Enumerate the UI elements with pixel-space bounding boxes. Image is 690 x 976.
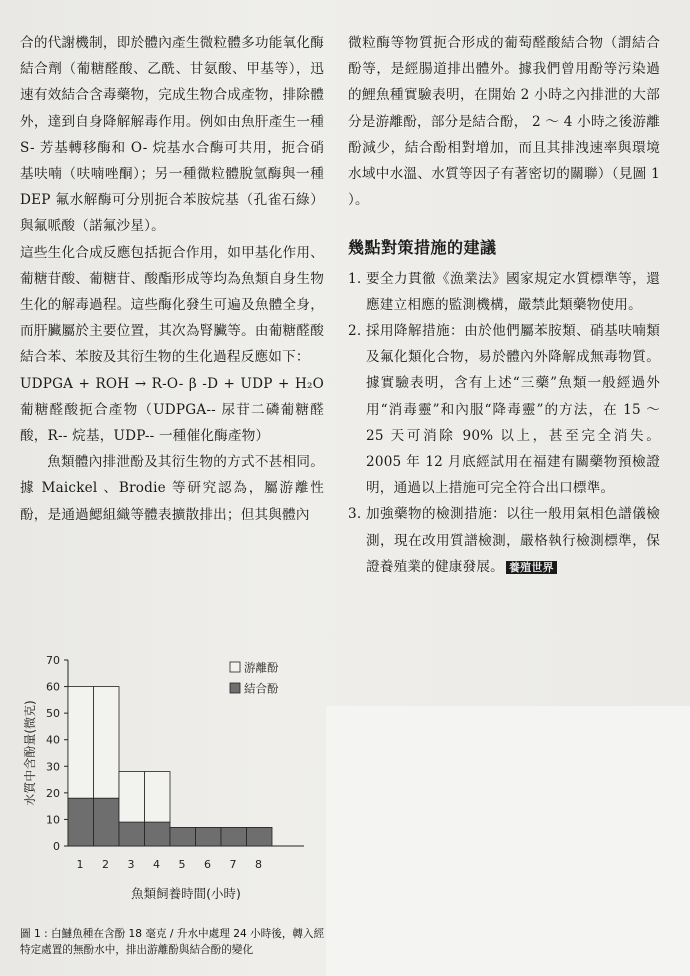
list-number: 3.: [348, 506, 362, 523]
list-text: 採用降解措施：由於他們屬苯胺類、硝基呋喃類及氟化類化合物，易於體內外降解成無毒物質。據實驗表明，含有上述“三藥”魚類一般經過外用“消毒靈”和內服“降毒靈”的方法，在 15 ～ 25 天可消除 90% 以上，甚至完全消失。 2005 年 12 月底經試用在福建有關藥物預檢證明，通過以上措施可完全符合出口標準。: [366, 323, 660, 497]
y-tick-label: 30: [46, 760, 60, 774]
bar-bound-phenol: [119, 822, 145, 846]
bar-bound-phenol: [221, 827, 247, 846]
y-tick-label: 70: [46, 654, 60, 667]
list-text: 要全力貫徹《漁業法》國家規定水質標準等，還應建立相應的監測機構，嚴禁此類藥物使用。: [366, 270, 660, 313]
legend-swatch-free: [230, 662, 240, 672]
y-tick-label: 50: [46, 707, 60, 721]
left-paragraph-4: 魚類體內排泄酚及其衍生物的方式不甚相同。據 Maickel 、Brodie 等研究認為，屬游離性酚，是通過鰓組織等體表擴散排出；但其與體內: [20, 454, 324, 523]
x-tick-label: 7: [229, 858, 237, 871]
bar-free-phenol: [94, 687, 120, 799]
x-tick-label: 5: [178, 858, 186, 871]
section-heading: 幾點對策措施的建議: [348, 238, 497, 258]
y-tick-label: 40: [46, 733, 60, 747]
bar-bound-phenol: [68, 798, 94, 846]
bar-bound-phenol: [196, 827, 222, 846]
left-paragraph-1: 合的代謝機制，即於體內產生微粒體多功能氧化酶結合劑（葡糖醛酸、乙酰、甘氨酸、甲基等），迅速有效結合含毒藥物，完成生物合成產物，排除體外，達到自身降解解毒作用。例如由魚肝產生一種 S- 芳基轉移酶和 O- 烷基水合酶可共用，扼合硝基呋喃（呋喃唑酮）；另一種微粒體脫氫酶與一種 DEP 氟水解酶可分別扼合苯胺烷基（孔雀石綠）與氟哌酸（諾氟沙星）。: [20, 35, 324, 235]
bar-bound-phenol: [145, 822, 171, 846]
left-paragraph-2: 這些生化合成反應包括扼合作用，如甲基化作用、葡糖苷酸、葡糖苷、酸酯形成等均為魚類自身生物生化的解毒過程。這些酶化發生可遍及魚體全身，而肝臟屬於主要位置，其次為腎臟等。由葡糖醛酸結合苯、苯胺及其衍生物的生化過程反應如下：: [20, 244, 324, 366]
y-tick-label: 0: [53, 840, 60, 853]
list-item: [348, 501, 660, 581]
suggestion-list: [348, 266, 660, 581]
left-column: [20, 30, 324, 528]
y-tick-label: 20: [46, 786, 60, 800]
x-tick-label: 8: [255, 858, 262, 871]
bar-free-phenol: [68, 687, 94, 799]
legend-swatch-bound: [230, 683, 240, 693]
y-tick-label: 60: [46, 680, 60, 694]
bar-bound-phenol: [94, 798, 120, 846]
bar-free-phenol: [119, 772, 145, 822]
reaction-formula: UDPGA + ROH → R-O- β -D + UDP + H₂O 葡糖醛酸扼合產物（UDPGA-- 尿苷二磷葡糖醛酸，R-- 烷基，UDP-- 一種催化酶產物）: [20, 375, 324, 445]
right-paragraph-1: 微粒酶等物質扼合形成的葡萄醛酸結合物（謂結合酚等，是經腸道排出體外。據我們曾用酚等污染過的鯉魚種實驗表明，在開始 2 小時之內排泄的大部分是游離酚，部分是結合酚， 2 ～ 4 小時之後游離酚減少，結合酚相對增加，而且其排洩速率與環境水域中水溫、水質等因子有著密切的關聯）（見圖 1 ）。: [348, 35, 660, 209]
list-item: [348, 266, 660, 318]
x-tick-label: 4: [153, 858, 160, 871]
legend-label-bound: 結合酚: [244, 681, 279, 696]
figure-caption: 圖 1 : 白鰱魚種在含酚 18 毫克 / 升水中處理 24 小時後，轉入經特定處置的無酚水中，排出游離酚與結合酚的變化: [20, 928, 325, 956]
phenol-chart: [20, 650, 320, 920]
list-number: 2.: [348, 323, 362, 340]
right-column: [348, 30, 660, 581]
y-axis-label: 水質中含酚量(微克): [23, 700, 37, 806]
x-tick-label: 1: [76, 858, 84, 871]
y-tick-label: 10: [46, 813, 60, 827]
list-number: 1.: [348, 270, 362, 287]
list-text: 加強藥物的檢測措施：以往一般用氣相色譜儀檢測，現在改用質譜檢測，嚴格執行檢測標準，保證養殖業的健康發展。: [366, 506, 660, 575]
legend-label-free: 游離酚: [244, 660, 279, 675]
x-tick-label: 6: [204, 858, 211, 871]
blank-area: [326, 706, 690, 976]
magazine-logo: 養殖世界: [506, 561, 557, 574]
list-item: [348, 318, 660, 501]
bar-bound-phenol: [247, 827, 273, 846]
bar-free-phenol: [145, 772, 171, 822]
bar-bound-phenol: [170, 827, 196, 846]
x-axis-label: 魚類飼養時間(小時): [131, 886, 241, 901]
x-tick-label: 3: [127, 858, 135, 871]
chart-svg: [20, 650, 320, 920]
x-tick-label: 2: [102, 858, 109, 871]
